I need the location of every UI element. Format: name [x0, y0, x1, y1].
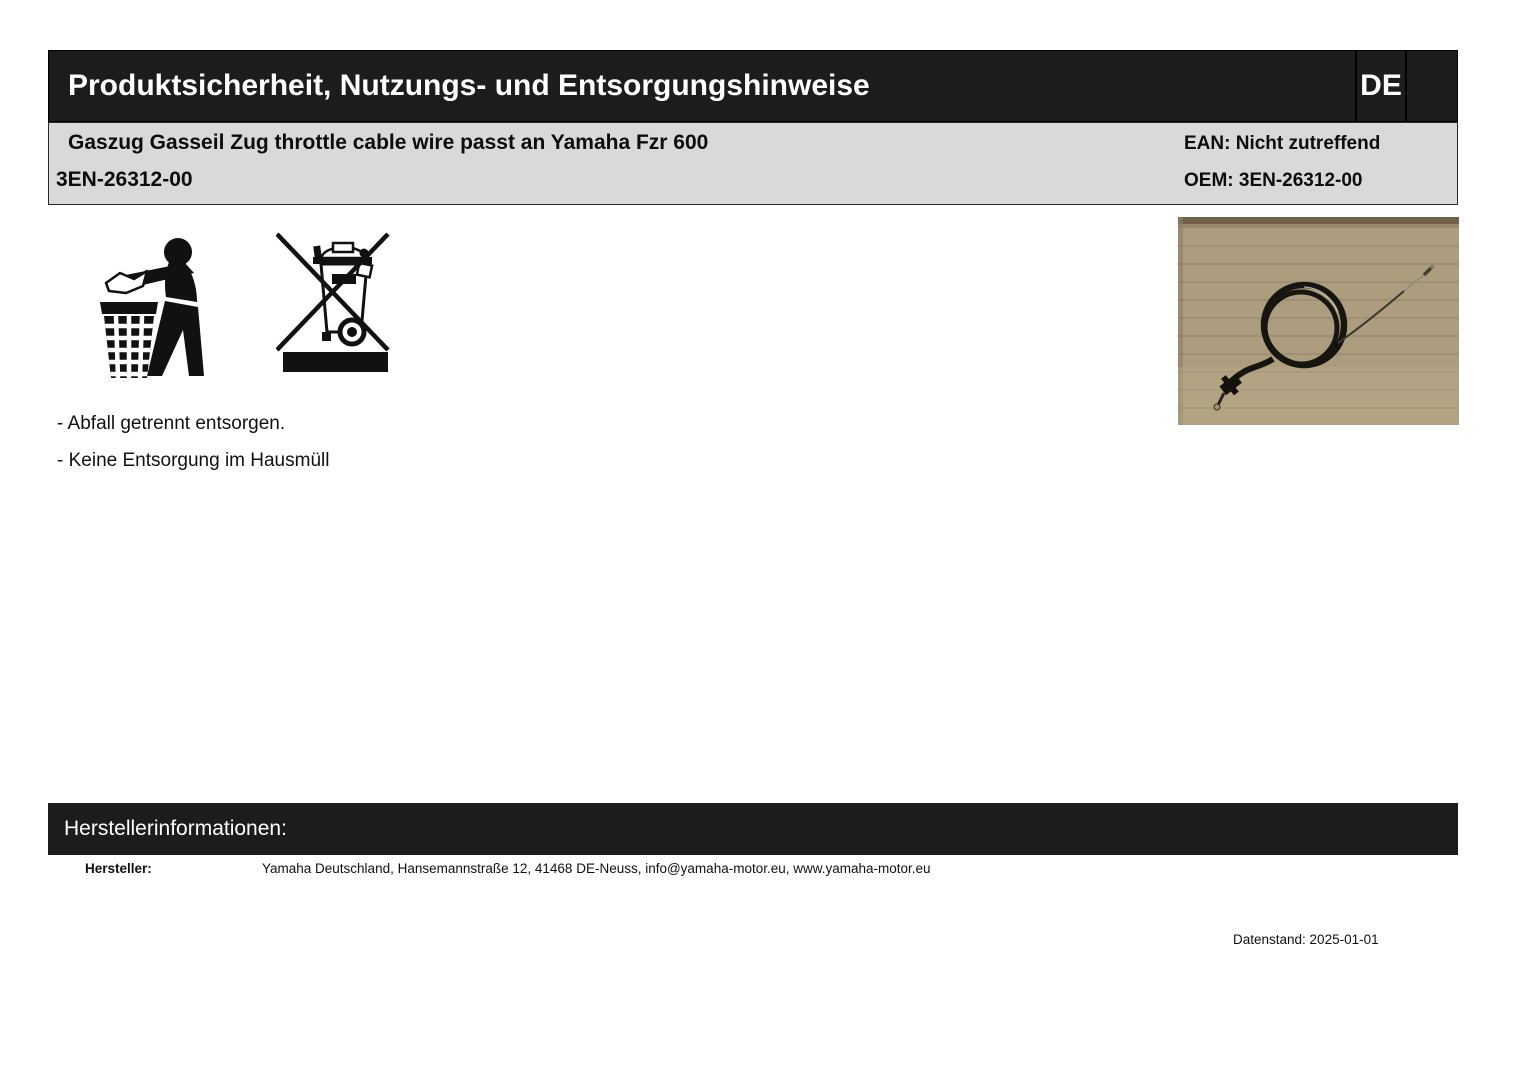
product-oem: OEM: 3EN-26312-00	[1184, 170, 1363, 191]
manufacturer-bar	[48, 803, 1458, 855]
product-ean: EAN: Nicht zutreffend	[1184, 133, 1381, 154]
title-bar	[48, 50, 1458, 122]
manufacturer-label: Hersteller:	[85, 861, 152, 876]
data-status: Datenstand: 2025-01-01	[1233, 932, 1379, 947]
language-badge: DE	[1355, 51, 1407, 121]
product-photo	[1178, 217, 1459, 425]
manufacturer-heading: Herstellerinformationen:	[64, 817, 287, 840]
product-sku: 3EN-26312-00	[56, 168, 193, 191]
product-name: Gaszug Gasseil Zug throttle cable wire passt an Yamaha Fzr 600	[68, 131, 709, 154]
disposal-note: - Abfall getrennt entsorgen.	[57, 413, 286, 434]
disposal-note: - Keine Entsorgung im Hausmüll	[57, 450, 330, 471]
weee-crossed-out-bin-icon	[276, 228, 392, 374]
page-title: Produktsicherheit, Nutzungs- und Entsorgungshinweise	[68, 69, 870, 102]
product-header	[48, 122, 1458, 205]
manufacturer-value: Yamaha Deutschland, Hansemannstraße 12, 41468 DE-Neuss, info@yamaha-motor.eu, www.yamaha-motor.eu	[262, 861, 931, 876]
tidyman-icon	[90, 226, 210, 378]
